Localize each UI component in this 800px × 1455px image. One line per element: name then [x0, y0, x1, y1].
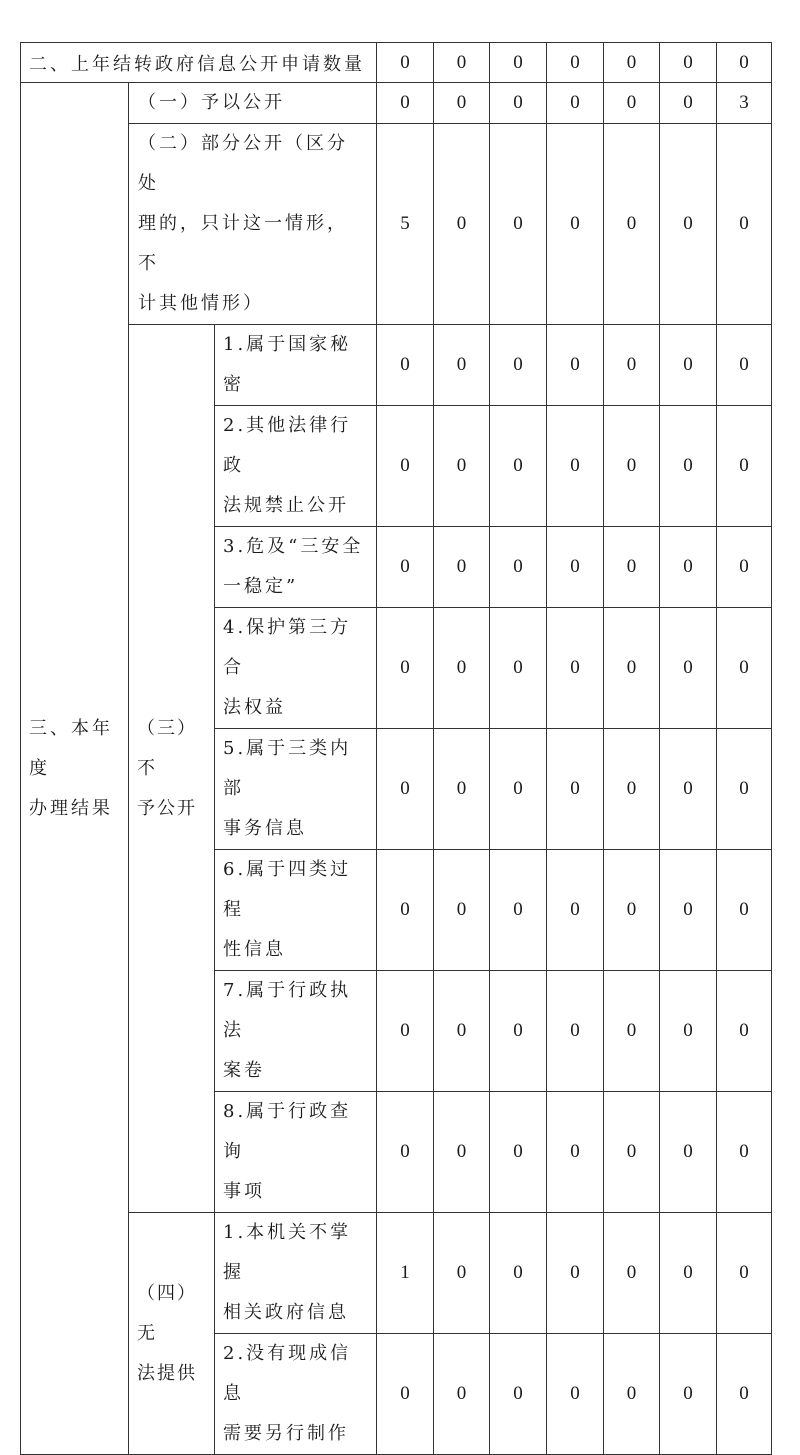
item-label: 1.属于国家秘密 — [215, 325, 377, 406]
cell-value: 0 — [717, 43, 772, 83]
cell-value: 0 — [660, 729, 717, 850]
row-label-partial: （二）部分公开（区分处 理的，只计这一情形，不 计其他情形） — [129, 124, 377, 325]
cell-value: 0 — [377, 43, 434, 83]
cell-value: 0 — [547, 43, 604, 83]
group-label-unable-to-provide: （四）无 法提供 — [129, 1213, 215, 1455]
cell-value: 0 — [717, 1334, 772, 1455]
cell-value: 0 — [717, 406, 772, 527]
cell-value: 0 — [490, 608, 547, 729]
cell-value: 0 — [660, 406, 717, 527]
cell-value: 0 — [377, 1092, 434, 1213]
cell-value: 0 — [434, 729, 490, 850]
cell-value: 0 — [660, 1213, 717, 1334]
cell-value: 0 — [490, 1092, 547, 1213]
cell-value: 0 — [660, 850, 717, 971]
item-label: 7.属于行政执法 案卷 — [215, 971, 377, 1092]
cell-value: 0 — [604, 83, 660, 124]
cell-value: 0 — [377, 325, 434, 406]
cell-value: 0 — [434, 971, 490, 1092]
cell-value: 0 — [660, 527, 717, 608]
item-label: 2.其他法律行政 法规禁止公开 — [215, 406, 377, 527]
cell-value: 0 — [717, 325, 772, 406]
table-row-partial — [21, 124, 772, 325]
section-label-results: 三、本年度 办理结果 — [21, 83, 129, 1455]
cell-value: 0 — [434, 406, 490, 527]
cell-value: 0 — [547, 850, 604, 971]
cell-value: 0 — [434, 527, 490, 608]
cell-value: 0 — [377, 83, 434, 124]
cell-value: 0 — [547, 1092, 604, 1213]
item-label: 5.属于三类内部 事务信息 — [215, 729, 377, 850]
cell-value: 0 — [490, 83, 547, 124]
cell-value: 0 — [660, 124, 717, 325]
cell-value: 0 — [717, 1092, 772, 1213]
cell-value: 0 — [490, 325, 547, 406]
cell-value: 0 — [660, 325, 717, 406]
cell-value: 0 — [434, 83, 490, 124]
cell-value: 0 — [490, 406, 547, 527]
cell-value: 0 — [660, 1092, 717, 1213]
table-body — [21, 43, 772, 1455]
cell-value: 0 — [490, 850, 547, 971]
cell-value: 0 — [377, 1334, 434, 1455]
cell-value: 0 — [547, 124, 604, 325]
disclosure-statistics-table — [20, 42, 772, 1455]
cell-value: 0 — [490, 1334, 547, 1455]
row-label-disclose: （一）予以公开 — [129, 83, 377, 124]
cell-value: 0 — [717, 850, 772, 971]
item-label: 8.属于行政查询 事项 — [215, 1092, 377, 1213]
cell-value: 0 — [604, 971, 660, 1092]
cell-value: 0 — [490, 43, 547, 83]
cell-value: 0 — [547, 1334, 604, 1455]
cell-value: 0 — [604, 527, 660, 608]
cell-value: 0 — [717, 971, 772, 1092]
table-row-no-disclosure-1 — [21, 325, 772, 406]
cell-value: 0 — [604, 608, 660, 729]
cell-value: 0 — [717, 608, 772, 729]
carryover-label: 二、上年结转政府信息公开申请数量 — [21, 43, 377, 83]
cell-value: 0 — [604, 729, 660, 850]
cell-value: 0 — [547, 83, 604, 124]
cell-value: 0 — [604, 1334, 660, 1455]
cell-value: 0 — [717, 1213, 772, 1334]
cell-value: 0 — [604, 43, 660, 83]
cell-value: 0 — [547, 1213, 604, 1334]
cell-value: 0 — [377, 729, 434, 850]
cell-value: 0 — [660, 1334, 717, 1455]
cell-value: 0 — [547, 325, 604, 406]
cell-value: 0 — [434, 608, 490, 729]
cell-value: 0 — [434, 1334, 490, 1455]
table-row-unable-1 — [21, 1213, 772, 1334]
cell-value: 0 — [490, 124, 547, 325]
cell-value: 0 — [717, 124, 772, 325]
cell-value: 0 — [547, 608, 604, 729]
item-label: 1.本机关不掌握 相关政府信息 — [215, 1213, 377, 1334]
cell-value: 0 — [434, 1213, 490, 1334]
cell-value: 0 — [434, 1092, 490, 1213]
cell-value: 0 — [660, 83, 717, 124]
cell-value: 0 — [434, 850, 490, 971]
cell-value: 0 — [717, 527, 772, 608]
cell-value: 5 — [377, 124, 434, 325]
cell-value: 0 — [377, 527, 434, 608]
cell-value: 0 — [377, 406, 434, 527]
cell-value: 0 — [490, 1213, 547, 1334]
cell-value: 0 — [490, 729, 547, 850]
cell-value: 0 — [434, 325, 490, 406]
cell-value: 0 — [434, 124, 490, 325]
cell-value: 0 — [490, 971, 547, 1092]
cell-value: 0 — [660, 608, 717, 729]
group-label-no-disclosure: （三）不 予公开 — [129, 325, 215, 1213]
cell-value: 0 — [547, 406, 604, 527]
item-label: 2.没有现成信息 需要另行制作 — [215, 1334, 377, 1455]
item-label: 4.保护第三方合 法权益 — [215, 608, 377, 729]
cell-value: 3 — [717, 83, 772, 124]
item-label: 6.属于四类过程 性信息 — [215, 850, 377, 971]
cell-value: 0 — [547, 729, 604, 850]
cell-value: 0 — [547, 527, 604, 608]
cell-value: 0 — [604, 124, 660, 325]
cell-value: 0 — [604, 1213, 660, 1334]
cell-value: 0 — [490, 527, 547, 608]
cell-value: 0 — [717, 729, 772, 850]
cell-value: 0 — [434, 43, 490, 83]
cell-value: 0 — [604, 850, 660, 971]
cell-value: 0 — [604, 325, 660, 406]
cell-value: 1 — [377, 1213, 434, 1334]
cell-value: 0 — [377, 850, 434, 971]
cell-value: 0 — [547, 971, 604, 1092]
cell-value: 0 — [377, 608, 434, 729]
item-label: 3.危及“三安全 一稳定” — [215, 527, 377, 608]
cell-value: 0 — [377, 971, 434, 1092]
cell-value: 0 — [660, 971, 717, 1092]
cell-value: 0 — [604, 1092, 660, 1213]
table-row-disclose — [21, 83, 772, 124]
cell-value: 0 — [604, 406, 660, 527]
carryover-row — [21, 43, 772, 83]
cell-value: 0 — [660, 43, 717, 83]
